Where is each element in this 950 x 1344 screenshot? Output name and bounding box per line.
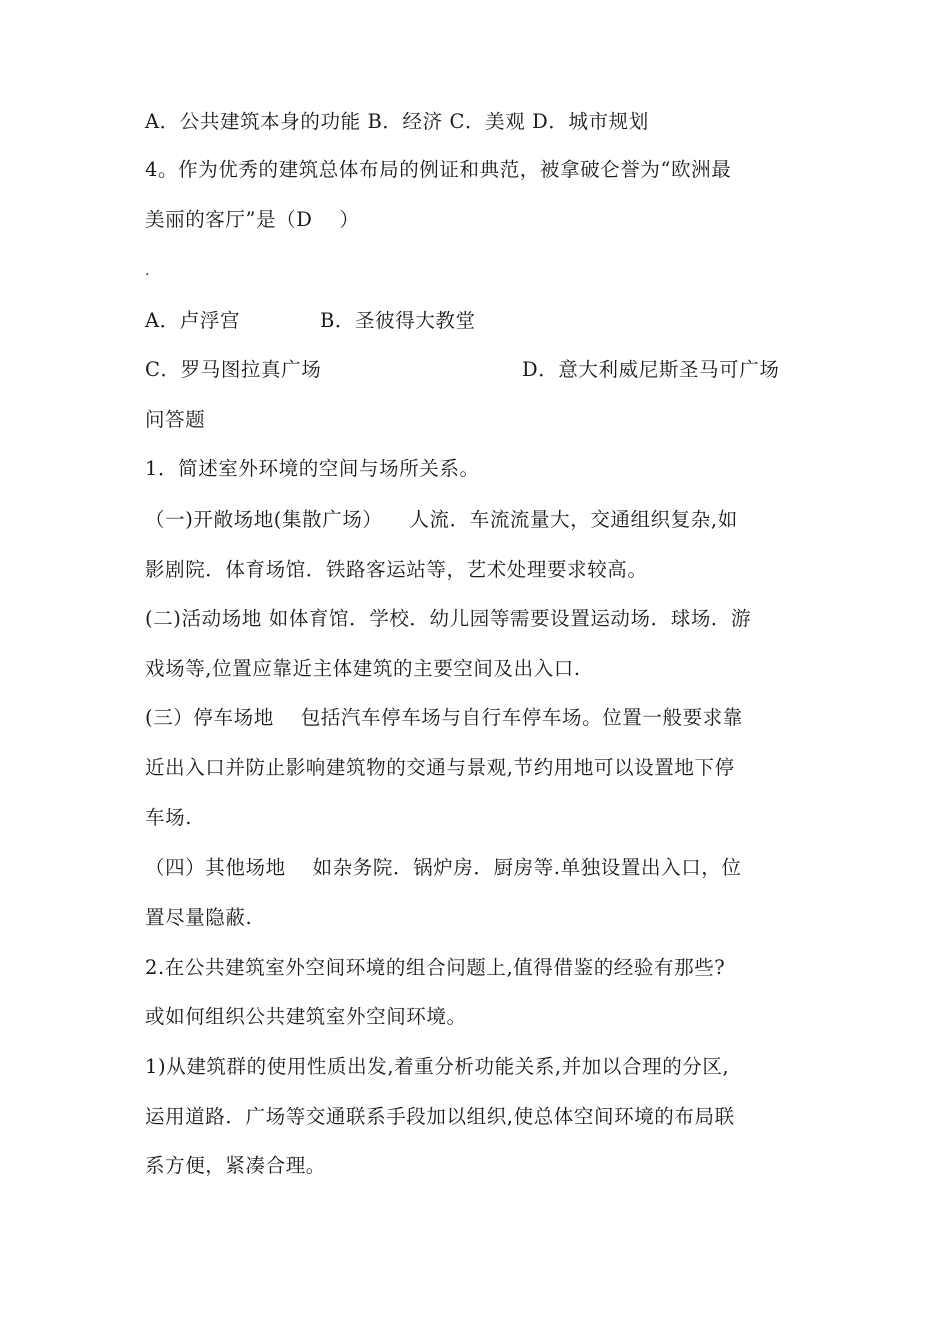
qa-question-1: 1．简述室外环境的空间与场所关系。 — [145, 457, 480, 480]
qa-question-2-line1: 2.在公共建筑室外空间环境的组合问题上,值得借鉴的经验有那些? — [145, 956, 726, 979]
answer-2-line3: 系方便，紧凑合理。 — [145, 1154, 326, 1177]
paragraph-other-line2: 置尽量隐蔽. — [145, 906, 253, 929]
answer-options-q3: A．公共建筑本身的功能 B．经济 C．美观 D．城市规划 — [145, 110, 649, 133]
paragraph-activity-line2: 戏场等,位置应靠近主体建筑的主要空间及出入口. — [145, 657, 581, 680]
option-a: A．卢浮宫 — [145, 309, 241, 332]
answer-2-line2: 运用道路．广场等交通联系手段加以组织,使总体空间环境的布局联 — [145, 1105, 735, 1128]
qa-question-2-line2: 或如何组织公共建筑室外空间环境。 — [145, 1005, 467, 1028]
stray-dot: . — [145, 263, 151, 279]
paragraph-other-line1: （四）其他场地 如杂务院．锅炉房．厨房等.单独设置出入口，位 — [145, 856, 742, 879]
option-d: D．意大利威尼斯圣马可广场 — [522, 358, 780, 381]
paragraph-parking-line3: 车场. — [145, 806, 192, 829]
paragraph-parking-line2: 近出入口并防止影响建筑物的交通与景观,节约用地可以设置地下停 — [145, 756, 735, 779]
question-4-text-line1: 4。作为优秀的建筑总体布局的例证和典范，被拿破仑誉为“欧洲最 — [145, 158, 732, 181]
paragraph-parking-line1: (三）停车场地 包括汽车停车场与自行车停车场。位置一般要求靠 — [145, 706, 743, 729]
paragraph-activity-line1: (二)活动场地 如体育馆．学校．幼儿园等需要设置运动场．球场．游 — [145, 607, 752, 630]
section-heading-qa: 问答题 — [145, 408, 206, 431]
paragraph-open-space-line1: （一)开敞场地(集散广场） 人流．车流流量大，交通组织复杂,如 — [145, 508, 738, 531]
option-c: C．罗马图拉真广场 — [145, 358, 322, 381]
paragraph-open-space-line2: 影剧院．体育场馆．铁路客运站等，艺术处理要求较高。 — [145, 558, 648, 581]
option-b: B．圣彼得大教堂 — [320, 309, 476, 332]
answer-2-line1: 1)从建筑群的使用性质出发,着重分析功能关系,并加以合理的分区, — [145, 1055, 730, 1078]
question-4-text-line2: 美丽的客厅”是（D ） — [145, 208, 360, 231]
